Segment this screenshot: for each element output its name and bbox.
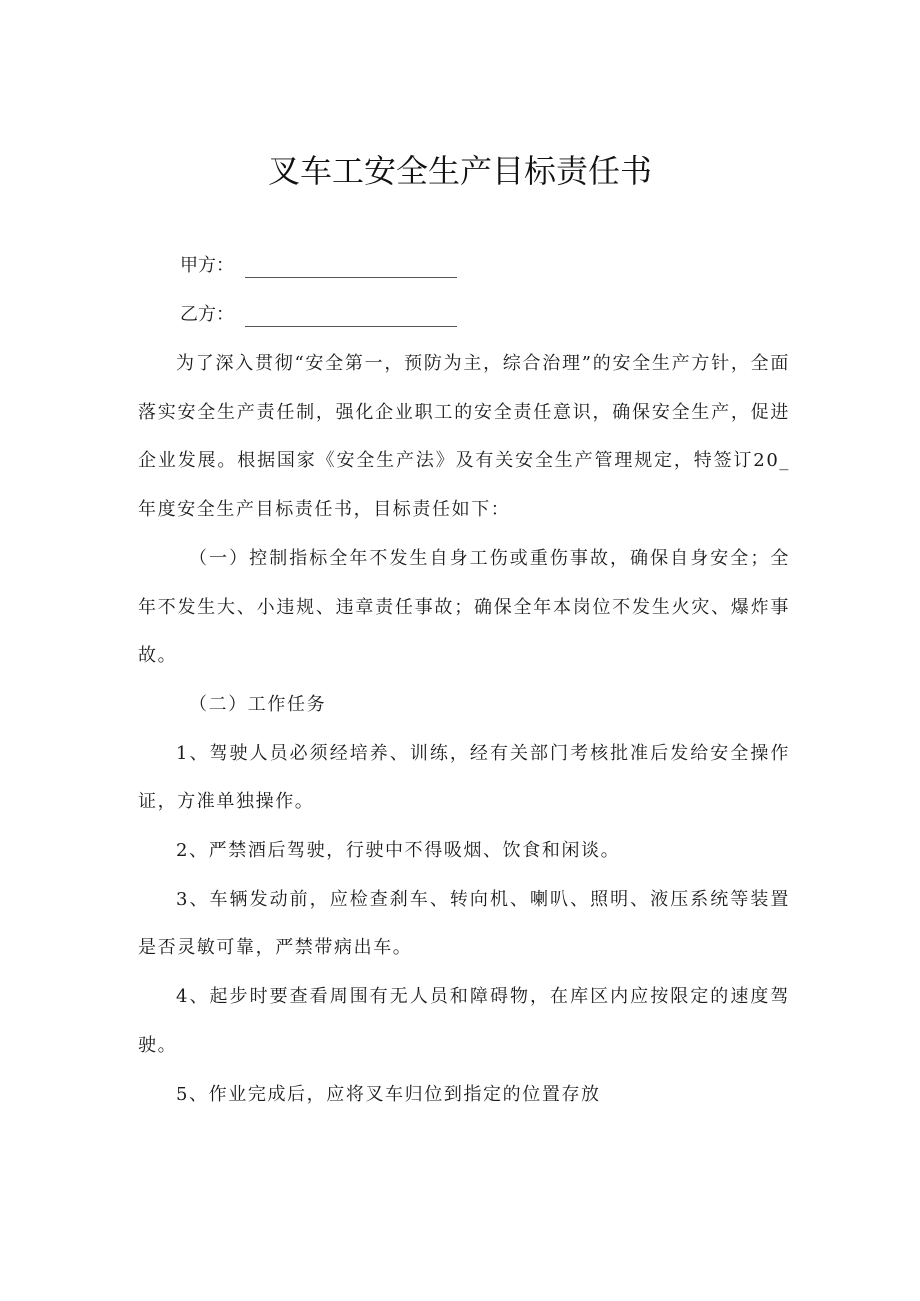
paragraph-task-2: 2、严禁酒后驾驶，行驶中不得吸烟、饮食和闲谈。 [176,840,621,862]
document-title: 叉车工安全生产目标责任书 [267,152,652,190]
party-b-blank [245,308,457,327]
paragraph-task-5: 5、作业完成后，应将叉车归位到指定的位置存放 [176,1083,601,1105]
paragraph-intro: 为了深入贯彻“安全第一，预防为主，综合治理”的安全生产方针，全面落实安全生产责任制，强化企业职工的安全责任意识，确保安全生产，促进企业发展。根据国家《安全生产法》及有关安全生产管理规定，特签订20_年度安全生产目标责任书，目标责任如下： [138,353,790,521]
party-b-line [180,303,457,327]
party-a-label: 甲方： [180,255,234,276]
party-b-label: 乙方： [180,304,234,325]
paragraph-task-1: 1、驾驶人员必须经培养、训练，经有关部门考核批准后发给安全操作证，方准单独操作。 [138,742,790,813]
party-a-blank [245,259,457,278]
paragraph-tasks-heading: （二）工作任务 [189,693,327,715]
paragraph-task-4: 4、起步时要查看周围有无人员和障碍物，在库区内应按限定的速度驾驶。 [138,986,790,1056]
party-a-line [180,254,457,278]
paragraph-task-3: 3、车辆发动前，应检查刹车、转向机、喇叭、照明、液压系统等装置是否灵敏可靠，严禁带病出车。 [138,888,790,959]
document-body [138,340,790,1119]
paragraph-control-targets: （一）控制指标全年不发生自身工伤或重伤事故，确保自身安全；全年不发生大、小违规、违章责任事故；确保全年本岗位不发生火灾、爆炸事故。 [138,547,790,667]
